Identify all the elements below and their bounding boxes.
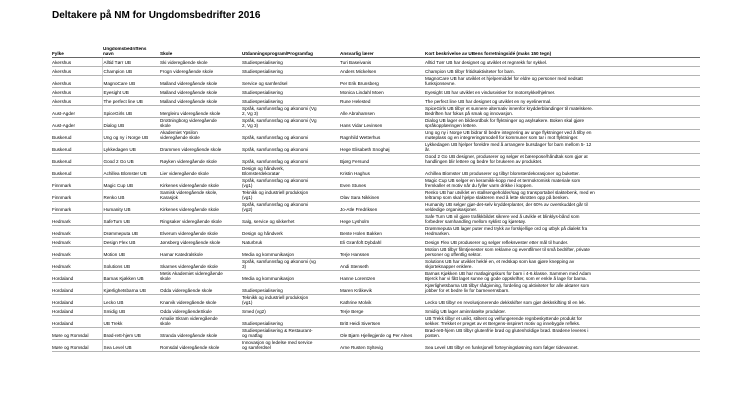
school-cell: Frogn videregående skole — [159, 66, 241, 75]
fylke-cell: Buskerud — [52, 129, 102, 141]
fylke-cell: Hordaland — [52, 294, 102, 306]
table-header-row — [52, 47, 700, 57]
description-cell: Barnas Kjøkken UB har matlagingskurs for barn i 4-6.klasse. Sammen med Adam Bjerck har vi fått laget sunne og gode oppskrifter, som er enkle å lage for barna. — [424, 270, 700, 282]
fylke-cell: Hordaland — [52, 282, 102, 294]
description-cell: The perfect line UB har designet og utviklet en ny eyelinermal. — [424, 96, 700, 105]
header-school: Skole — [159, 47, 241, 57]
fylke-cell: Akershus — [52, 57, 102, 66]
table-body — [52, 47, 700, 351]
header-description: Kort beskrivelse av UBens forretningsidé (maks 150 tegn) — [424, 47, 700, 57]
description-cell: Solutions UB har utviklet heklé en, et redskap som kan gjøre knepping av skjorteknapper enklere. — [424, 258, 700, 270]
teacher-cell: Hege Elisabeth Snoghøj — [339, 141, 424, 153]
program-cell: Språk, samfunnsfag og økonomi (vg2) — [241, 201, 339, 213]
program-cell: Studiespesialisering — [241, 282, 339, 294]
table-row — [52, 117, 700, 129]
program-cell: Studiespesialisering — [241, 96, 339, 105]
ub-name-cell: Design Flex UB — [102, 237, 159, 246]
school-cell: Amalie Skram videregående skole — [159, 315, 241, 327]
program-cell: Språk, samfunnsfag og økonomi — [241, 129, 339, 141]
ub-name-cell: Achillea Blomster UB — [102, 165, 159, 177]
description-cell: Safe Turn UB vil gjøre trafikkbildet sikrere ved å utvikle et blinklys-bånd som forbedrer samhandling mellom syklist og kjøretøy. — [424, 213, 700, 225]
fylke-cell: Møre og Romsdal — [52, 339, 102, 351]
program-cell: Språk, samfunnsfag og økonomi — [241, 141, 339, 153]
ub-name-cell: SafeTurn UB — [102, 213, 159, 225]
description-cell: Humanity UB selger gjør-det-selv krydderplanter, der 60% av overskuddet går til veldedige organisasjoner. — [424, 201, 700, 213]
description-cell: Dialog UB lager en bildeordbok for flyktninger og asylsøkere. Boken skal gjøre språkopplæringen lettere. — [424, 117, 700, 129]
teacher-cell: Bente Holen Bakken — [339, 225, 424, 237]
teacher-cell: Monica Lindahl Moen — [339, 87, 424, 96]
school-cell: Røyken videregående skole — [159, 153, 241, 165]
description-cell: Ung og ny i Norge UB bidrar til bedre integrering av unge flyktninger ved å tilby en møteplass og en integreringsmodell for kommuner som tar i mot flyktninger. — [424, 129, 700, 141]
table-row — [52, 315, 700, 327]
description-cell: Achillea Blomster UB produserer og tilbyr blomsterdekorasjoner og buketter. — [424, 165, 700, 177]
school-cell: Jønsberg videregående skole — [159, 237, 241, 246]
ub-name-cell: Lecko UB — [102, 294, 159, 306]
table-row — [52, 141, 700, 153]
school-cell: Drottningborg videregående skole — [159, 117, 241, 129]
teacher-cell: Bjørg Fersund — [339, 153, 424, 165]
teacher-cell: Kristin Haghus — [339, 165, 424, 177]
ub-name-cell: Motion UB — [102, 246, 159, 258]
teacher-cell: Britt Heidi Sivertsen — [339, 315, 424, 327]
teacher-cell: Ragnhild Wetterhus — [339, 129, 424, 141]
school-cell: Lier videregående skole — [159, 165, 241, 177]
table-row — [52, 129, 700, 141]
description-cell: Sea Level UB tilbyr en funksjonell forteyningsløsning som følger tidevannet. — [424, 339, 700, 351]
school-cell: Knarvik videregående skole — [159, 294, 241, 306]
ub-name-cell: Barnas Kjøkken UB — [102, 270, 159, 282]
table-row — [52, 201, 700, 213]
teacher-cell: Turi Baseivanis — [339, 57, 424, 66]
program-cell: Studiespesialisering — [241, 66, 339, 75]
ub-name-cell: Kjærlighetsbarna UB — [102, 282, 159, 294]
table-row — [52, 96, 700, 105]
program-cell: Studiespesialisering — [241, 315, 339, 327]
table-row — [52, 213, 700, 225]
description-cell: Good 2 Go UB designer, produserer og selger et bærepose/håndtak som gjør at handlingen blir lettere og bedre for brukeren av produktet. — [424, 153, 700, 165]
school-cell: Ski videregående skole — [159, 57, 241, 66]
description-cell: Design Flex UB produserer og selger refleksvester etter mål til hunder. — [424, 237, 700, 246]
fylke-cell: Hordaland — [52, 306, 102, 315]
description-cell: Drømmeputa UB lager puter med trykk av forskjellige ord og utbyk på dialekt fra Hedmarken. — [424, 225, 700, 237]
program-cell: Media og kommunikasjon — [241, 246, 339, 258]
header-ub-name: Ungdomsbedriftens navn — [102, 47, 159, 57]
table-row — [52, 237, 700, 246]
header-program: Utdanningsprogram/Programfag — [241, 47, 339, 57]
program-cell: Studiespesialisering — [241, 57, 339, 66]
program-cell: Naturbruk — [241, 237, 339, 246]
table-row — [52, 246, 700, 258]
school-cell: Akademiet Ypsilon videregående skole — [159, 129, 241, 141]
fylke-cell: Hordaland — [52, 315, 102, 327]
teacher-cell: Eli Grønfoft Dybdahl — [339, 237, 424, 246]
fylke-cell: Hedmark — [52, 225, 102, 237]
fylke-cell: Hordaland — [52, 270, 102, 282]
fylke-cell: Akershus — [52, 87, 102, 96]
teacher-cell: Ole Bjørn Hjellegjerde og Per Alnes — [339, 327, 424, 339]
teacher-cell: Even Stunes — [339, 177, 424, 189]
description-cell: Champion UB tilbyr fritidsaktiviteter for barn. — [424, 66, 700, 75]
fylke-cell: Buskerud — [52, 165, 102, 177]
description-cell: Lecko UB tilbyr en revolusjonerende dekkskifter som gjør dekkskifting til en lek. — [424, 294, 700, 306]
table-row — [52, 165, 700, 177]
teacher-cell: Terje Berge — [339, 306, 424, 315]
school-cell: Ringsaker videregående skole — [159, 213, 241, 225]
teacher-cell: Alle Abrahamsen — [339, 105, 424, 117]
school-cell: Stranda videregående skole — [159, 327, 241, 339]
program-cell: Språk, samfunnsfag og økonomi — [241, 153, 339, 165]
description-cell: SpiceGirls UB tilbyr et sunnere alternativ innenfor krydderblandinger til matelskere. Bedriften har fokus på smak og innovasjon. — [424, 105, 700, 117]
ub-name-cell: Alltid Tørr UB — [102, 57, 159, 66]
teacher-cell: Anders Mickelsen — [339, 66, 424, 75]
fylke-cell: Akershus — [52, 66, 102, 75]
ub-name-cell: Dialog UB — [102, 117, 159, 129]
description-cell: UB Trekk tilbyr et unikt, stiltent og velfungerende regnbeskyttende produkt for sekker. Trekket er preget av et Bergens-inspirert motiv og innebygde refleks. — [424, 315, 700, 327]
table-row — [52, 327, 700, 339]
school-cell: Kirkenes videregående skole — [159, 177, 241, 189]
teacher-cell: Terje Hanssen — [339, 246, 424, 258]
table-row — [52, 105, 700, 117]
program-cell: Språk, samfunnsfag og økonomi (Vg 2, Vg 3) — [241, 105, 339, 117]
table-row — [52, 153, 700, 165]
fylke-cell: Møre og Romsdal — [52, 327, 102, 339]
ub-name-cell: MagnoCare UB — [102, 75, 159, 87]
program-cell: Teknikk og industriell produksjon (vg1) — [241, 189, 339, 201]
fylke-cell: Finnmark — [52, 189, 102, 201]
description-cell: Lykkedagen UB hjelper foreldre med å arrangere bursdager for barn mellom 5- 12 år. — [424, 141, 700, 153]
school-cell: Mergleiru videregående skole — [159, 105, 241, 117]
table-row — [52, 87, 700, 96]
program-cell: Salg, service og sikkerhet — [241, 213, 339, 225]
table-row — [52, 258, 700, 270]
program-cell: Studiespesialisering & Restaurant- og matfag — [241, 327, 339, 339]
teacher-cell: Kathrine Molvik — [339, 294, 424, 306]
school-cell: Kirkenes videregående skole — [159, 201, 241, 213]
fylke-cell: Akershus — [52, 96, 102, 105]
school-cell: Drammen videregående skole — [159, 141, 241, 153]
program-cell: Teknikk og industriell produksjon (vg1) — [241, 294, 339, 306]
table-row — [52, 225, 700, 237]
description-cell: Brød-rett-hjem UB tilbyr glutenfrie brød og glutenholdige brød. Brødene leveres i posten. — [424, 327, 700, 339]
teacher-cell: Per Erik Brunsberg — [339, 75, 424, 87]
program-cell: Smed (vg2) — [241, 306, 339, 315]
participants-table — [52, 47, 700, 352]
teacher-cell: Hege Lysholm — [339, 213, 424, 225]
description-cell: MagnoCare UB har utviklet et hjelpemiddel for eldre og personer med nedsatt funksjonsevne. — [424, 75, 700, 87]
fylke-cell: Hedmark — [52, 213, 102, 225]
fylke-cell: Aust-Agder — [52, 117, 102, 129]
program-cell: Design og håndverk, Blomsterdekoratør — [241, 165, 339, 177]
description-cell: Motion UB tilbyr filmtjenester som reklame og eventfilmer til små bedrifter, private personer og offentlig sektor. — [424, 246, 700, 258]
school-cell: Malland videregående skole — [159, 75, 241, 87]
teacher-cell: Maren Kråkevik — [339, 282, 424, 294]
ub-name-cell: Smidig UB — [102, 306, 159, 315]
program-cell: Språk, samfunnsfag og økonomi (vg1) — [241, 177, 339, 189]
ub-name-cell: Solutions UB — [102, 258, 159, 270]
school-cell: Samisk videregående skole, Karasjok — [159, 189, 241, 201]
description-cell: Smidig UB lager aminnlatelte produkter. — [424, 306, 700, 315]
table-row — [52, 339, 700, 351]
ub-name-cell: The perfect line UB — [102, 96, 159, 105]
school-cell: Metis Akademiet videregående skole — [159, 270, 241, 282]
table-row — [52, 270, 700, 282]
school-cell: Hamar Katedralskole — [159, 246, 241, 258]
ub-name-cell: UB Trekk — [102, 315, 159, 327]
description-cell: Eyesight UB har utviklet en vindusvisker for motorsykkelhjelmer. — [424, 87, 700, 96]
description-cell: Magic Cup UB selger en keramikk-kopp med et termokromisk materiale som fremkaller et motiv når du fyller varm drikke i koppen. — [424, 177, 700, 189]
ub-name-cell: Brød-rett-hjem UB — [102, 327, 159, 339]
teacher-cell: Rune Helested — [339, 96, 424, 105]
school-cell: Odda videregåendeSkule — [159, 306, 241, 315]
fylke-cell: Hedmark — [52, 246, 102, 258]
ub-name-cell: Renko UB — [102, 189, 159, 201]
program-cell: Service og samferdsel — [241, 75, 339, 87]
description-cell: Renko UB har utviklet en stallsengeholder/sag og transportabel slaktebenk, med en teltramp som skal hjelpe slakteren med å lette skrotten opp på benken. — [424, 189, 700, 201]
table-row — [52, 177, 700, 189]
fylke-cell: Hedmark — [52, 237, 102, 246]
teacher-cell: Andi Stenseth — [339, 258, 424, 270]
school-cell: Odda videregående skole — [159, 282, 241, 294]
ub-name-cell: Ung og ny i Norge UB — [102, 129, 159, 141]
school-cell: Skarnes videregående skole — [159, 258, 241, 270]
school-cell: Romsdal videregående skole — [159, 339, 241, 351]
program-cell: Studiespesialisering — [241, 87, 339, 96]
fylke-cell: Finnmark — [52, 201, 102, 213]
teacher-cell: Hans Vidar Levinsen — [339, 117, 424, 129]
table-row — [52, 66, 700, 75]
description-cell: Kjærlighetsbarna UB tilbyr rådgivning, fordeling og aktiviteter for alle aktører som jobber for et bedre liv for barnevernsbarn. — [424, 282, 700, 294]
fylke-cell: Buskerud — [52, 153, 102, 165]
fylke-cell: Aust-Agder — [52, 105, 102, 117]
page-title: Deltakere på NM for Ungdomsbedrifter 2016 — [52, 10, 261, 21]
teacher-cell: Arne Rusten Syltevig — [339, 339, 424, 351]
table-row — [52, 282, 700, 294]
school-cell: Malland videregående skole — [159, 96, 241, 105]
fylke-cell: Buskerud — [52, 141, 102, 153]
table-row — [52, 189, 700, 201]
table-row — [52, 306, 700, 315]
program-cell: Språk, samfunnsfag og økonomi (Vg 2, Vg 3) — [241, 117, 339, 129]
header-fylke: Fylke — [52, 47, 102, 57]
fylke-cell: Finnmark — [52, 177, 102, 189]
program-cell: Innovasjon og ledelse med service og samferdsel — [241, 339, 339, 351]
table-row — [52, 75, 700, 87]
teacher-cell: Hanne Lorentzen — [339, 270, 424, 282]
ub-name-cell: Eyesight UB — [102, 87, 159, 96]
ub-name-cell: Lykkedagen UB — [102, 141, 159, 153]
program-cell: Media og kommunikasjon — [241, 270, 339, 282]
fylke-cell: Hedmark — [52, 258, 102, 270]
ub-name-cell: SpiceGirls UB — [102, 105, 159, 117]
header-teacher: Ansvarlig lærer — [339, 47, 424, 57]
fylke-cell: Akershus — [52, 75, 102, 87]
ub-name-cell: Drømmeputa UB — [102, 225, 159, 237]
ub-name-cell: Sea Level UB — [102, 339, 159, 351]
description-cell: Alltid Tørr UB har designet og utviklet et regnrekk for sykkel. — [424, 57, 700, 66]
table-row — [52, 294, 700, 306]
ub-name-cell: Champion UB — [102, 66, 159, 75]
ub-name-cell: Humanity UB — [102, 201, 159, 213]
school-cell: Elverum videregående skole — [159, 225, 241, 237]
teacher-cell: Olav Sara Nikkinen — [339, 189, 424, 201]
table-row — [52, 57, 700, 66]
ub-name-cell: Good 2 Go UB — [102, 153, 159, 165]
program-cell: Design og håndverk — [241, 225, 339, 237]
ub-name-cell: Magic Cup UB — [102, 177, 159, 189]
teacher-cell: Jo-Atle Fredriksen — [339, 201, 424, 213]
program-cell: Språk, samfunnsfag og økonomi (vg 3) — [241, 258, 339, 270]
school-cell: Malland videregående skole — [159, 87, 241, 96]
